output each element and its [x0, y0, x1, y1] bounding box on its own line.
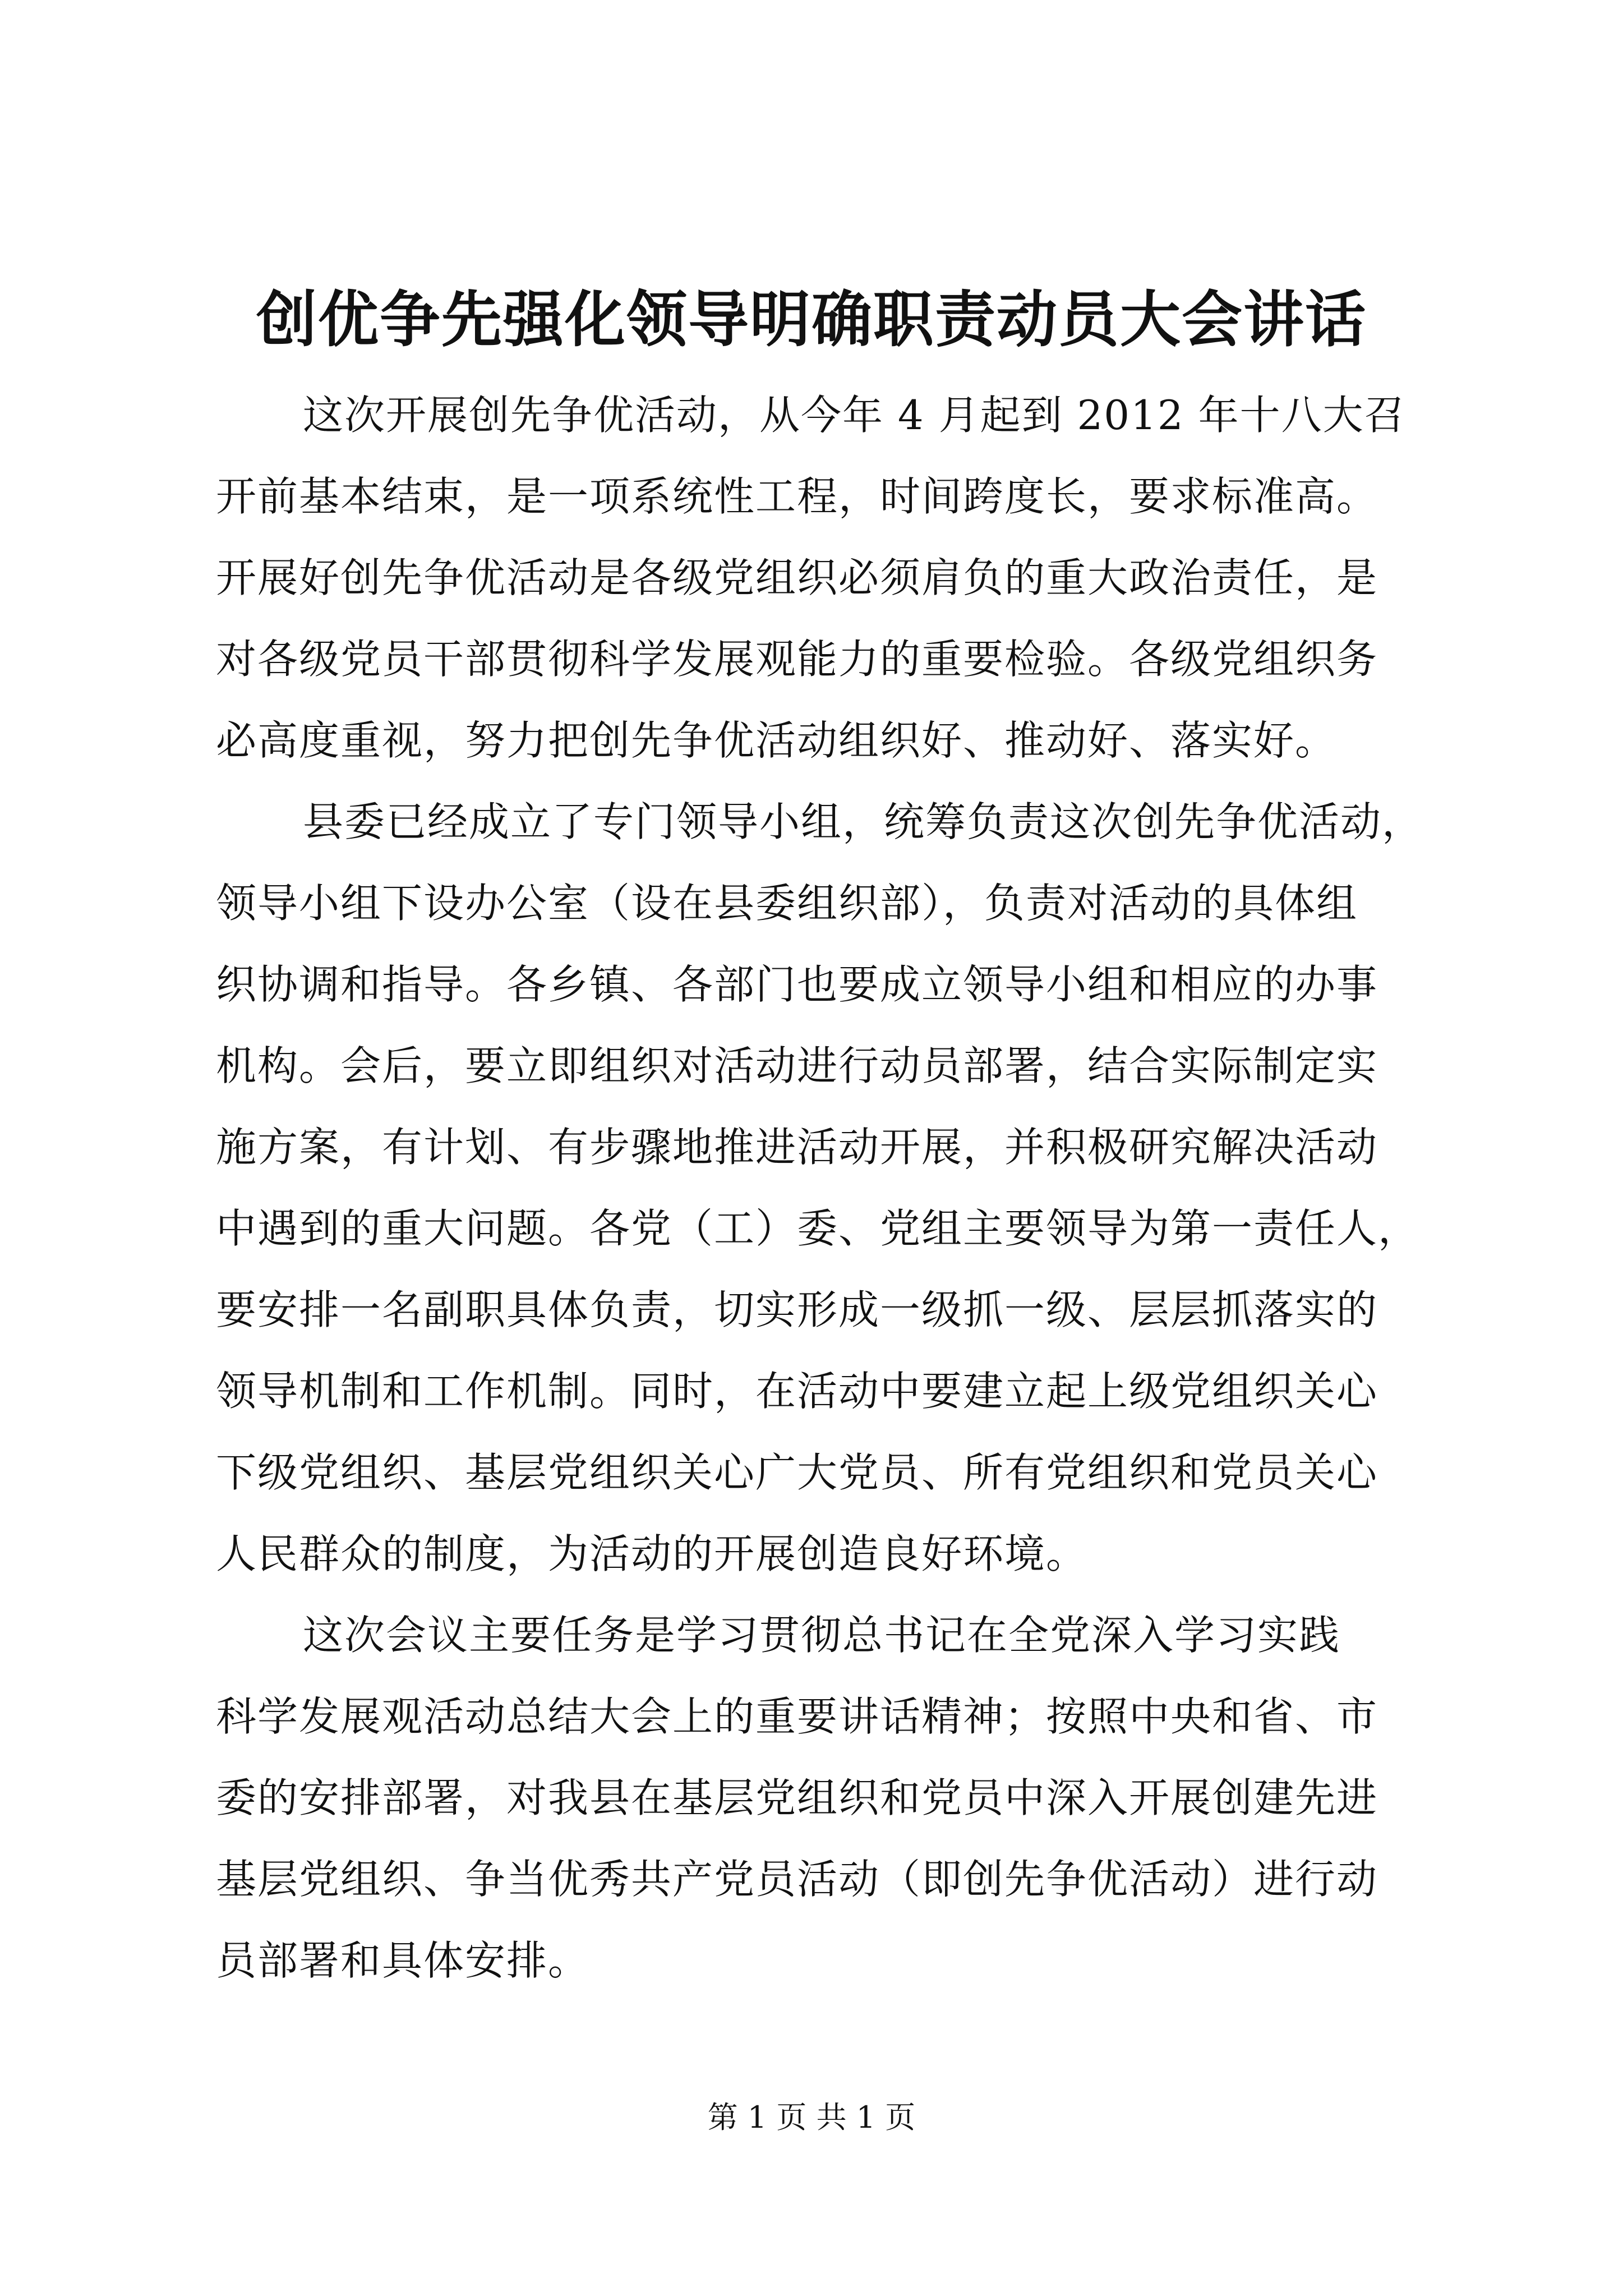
- page-footer: 第 1 页 共 1 页: [707, 2100, 916, 2135]
- paragraph-1-line-5: 必高度重视，努力把创先争优活动组织好、推动好、落实好。: [216, 717, 1337, 764]
- paragraph-2-line-1: 县委已经成立了专门领导小组，统筹负责这次创先争优活动，: [303, 798, 1424, 845]
- paragraph-2-line-6: 中遇到的重大问题。各党（工）委、党组主要领导为第一责任人，: [216, 1205, 1420, 1252]
- paragraph-3-line-4: 基层党组织、争当优秀共产党员活动（即创先争优活动）进行动: [216, 1856, 1378, 1903]
- paragraph-3-line-2: 科学发展观活动总结大会上的重要讲话精神；按照中央和省、市: [216, 1693, 1378, 1740]
- paragraph-2-line-10: 人民群众的制度，为活动的开展创造良好环境。: [216, 1530, 1088, 1577]
- paragraph-2-line-8: 领导机制和工作机制。同时，在活动中要建立起上级党组织关心: [216, 1368, 1378, 1415]
- paragraph-2-line-7: 要安排一名副职具体负责，切实形成一级抓一级、层层抓落实的: [216, 1286, 1378, 1333]
- paragraph-1-line-4: 对各级党员干部贯彻科学发展观能力的重要检验。各级党组织务: [216, 636, 1378, 683]
- paragraph-3-line-1: 这次会议主要任务是学习贯彻总书记在全党深入学习实践: [303, 1612, 1341, 1659]
- paragraph-2-line-9: 下级党组织、基层党组织关心广大党员、所有党组织和党员关心: [216, 1449, 1378, 1496]
- paragraph-2-line-3: 织协调和指导。各乡镇、各部门也要成立领导小组和相应的办事: [216, 961, 1378, 1008]
- paragraph-1-line-1: 这次开展创先争优活动，从今年 4 月起到 2012 年十八大召: [303, 392, 1406, 439]
- paragraph-1-line-2: 开前基本结束，是一项系统性工程，时间跨度长，要求标准高。: [216, 473, 1378, 520]
- paragraph-3-line-3: 委的安排部署，对我县在基层党组织和党员中深入开展创建先进: [216, 1774, 1378, 1821]
- paragraph-1-line-3: 开展好创先争优活动是各级党组织必须肩负的重大政治责任，是: [216, 554, 1378, 601]
- paragraph-2-line-5: 施方案，有计划、有步骤地推进活动开展，并积极研究解决活动: [216, 1124, 1378, 1171]
- paragraph-2-line-4: 机构。会后，要立即组织对活动进行动员部署，结合实际制定实: [216, 1042, 1378, 1089]
- paragraph-2-line-2: 领导小组下设办公室（设在县委组织部），负责对活动的具体组: [216, 880, 1358, 927]
- paragraph-3-line-5: 员部署和具体安排。: [216, 1937, 590, 1984]
- document-title: 创优争先强化领导明确职责动员大会讲话: [256, 284, 1367, 355]
